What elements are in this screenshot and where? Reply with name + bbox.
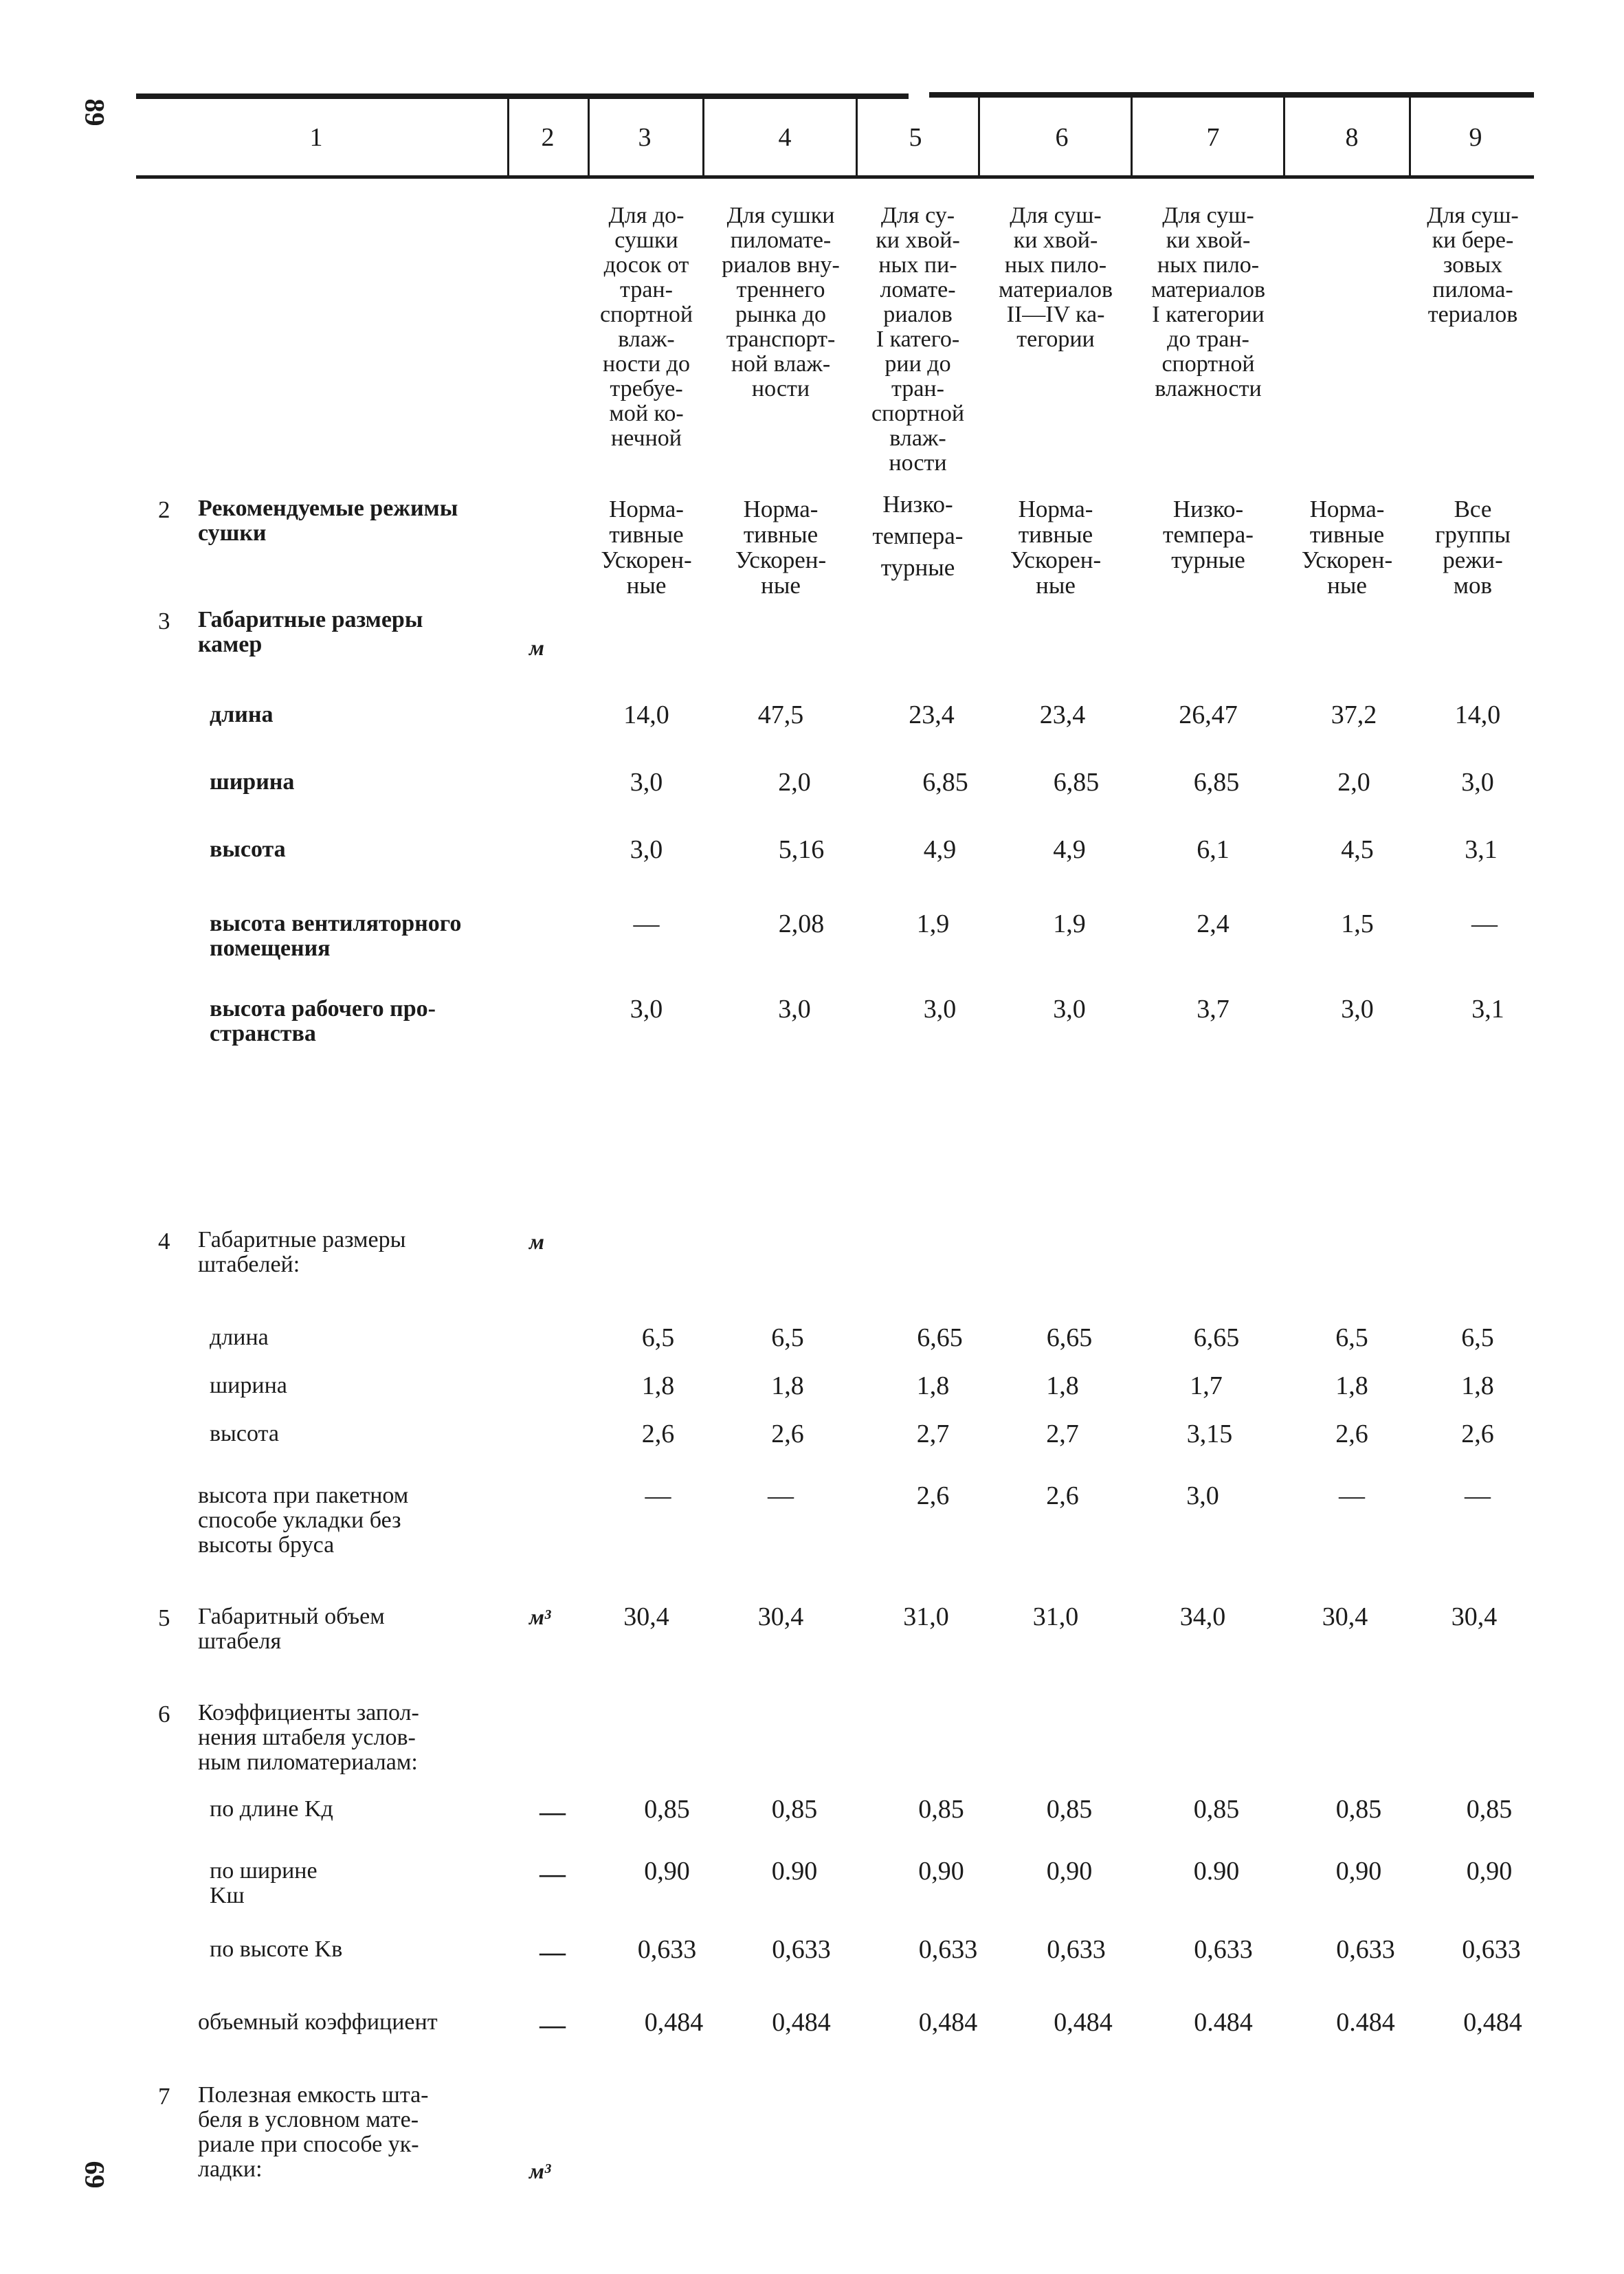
table-cell: 0,90 [1046,1857,1093,1886]
table-cell: 3,0 [630,995,663,1024]
table-cell: 0,85 [1466,1795,1513,1824]
table-cell: 6,65 [917,1323,963,1352]
row-label: высота [210,837,286,862]
header-col-9: 9 [1469,123,1482,152]
table-cell: 6,65 [1046,1323,1093,1352]
table-cell: 2,6 [1046,1481,1079,1510]
row-label: длина [210,1325,269,1350]
table-cell: 0,484 [644,2008,704,2037]
table-cell: Норма- тивные Ускорен- ные [1010,496,1102,599]
table-cell: 6,5 [771,1323,804,1352]
table-cell: 0,90 [1335,1857,1382,1886]
table-cell: 0.90 [1193,1857,1240,1886]
table-cell: 1,8 [1046,1371,1079,1400]
table-cell: 2,4 [1197,909,1230,938]
table-cell: 0,85 [1335,1795,1382,1824]
table-cell: 0,85 [644,1795,690,1824]
purpose-col-9: Для суш- ки бере- зовых пилома- териалов [1427,203,1519,327]
table-cell: — [645,1481,671,1510]
table-cell: 2,6 [916,1481,950,1510]
table-cell: 4,9 [1053,835,1086,864]
header-divider [856,98,858,175]
table-cell: 6,85 [1053,768,1100,797]
table-cell: 0.90 [771,1857,818,1886]
row-label: высота рабочего про- странства [210,996,436,1046]
row-unit: — [540,1938,566,1967]
purpose-col-3: Для до- сушки досок от тран- спортной влаж- ности до требуе- мой ко- нечной [599,203,693,451]
table-cell: Низко- темпера- турные [872,491,964,581]
table-cell: 5,16 [778,835,825,864]
row-label: по длине Kд [210,1796,333,1822]
purpose-col-5: Для су- ки хвой- ных пи- ломате- риалов I катего- рии до тран- спортной влаж- ности [871,203,965,476]
table-cell: 3,1 [1465,835,1498,864]
table-cell: 30,4 [757,1602,804,1631]
row-unit: м³ [529,2159,551,2183]
row-unit: — [540,1798,566,1826]
table-cell: 3,0 [1461,768,1494,797]
table-cell: 2,7 [916,1420,950,1448]
row-number: 5 [158,1604,170,1631]
table-cell: 14,0 [1454,700,1501,729]
page-number-top: 89 [79,98,111,126]
table-cell: 4,5 [1341,835,1374,864]
table-cell: 23,4 [1039,700,1086,729]
row-label: Коэффициенты запол- нения штабеля услов- ным пиломатериалам: [198,1700,419,1775]
table-cell: 0,633 [918,1935,978,1964]
table-cell: 1,9 [1053,909,1086,938]
row-number: 2 [158,496,170,523]
table-cell: 31,0 [1032,1602,1079,1631]
table-cell: 2,7 [1046,1420,1079,1448]
table-cell: — [768,1481,794,1510]
table-cell: 0,484 [1054,2008,1113,2037]
table-cell: 0.484 [1336,2008,1395,2037]
table-cell: 0,633 [637,1935,697,1964]
table-cell: 3,0 [778,995,811,1024]
table-cell: 2,0 [1337,768,1370,797]
row-label: объемный коэффициент [198,2009,438,2035]
table-cell: 2,08 [778,909,825,938]
table-cell: 3,0 [630,768,663,797]
purpose-col-7: Для суш- ки хвой- ных пило- материалов I категории до тран- спортной влажности [1150,203,1266,401]
header-top-rule-right [929,92,1534,98]
row-label: Габаритные размеры штабелей: [198,1227,406,1277]
table-cell: 2,0 [778,768,811,797]
table-cell: 37,2 [1331,700,1377,729]
row-label: ширина [210,769,295,795]
header-col-6: 6 [1055,123,1069,152]
table-cell: 3,7 [1197,995,1230,1024]
table-cell: 0,484 [1463,2008,1522,2037]
header-divider [702,98,704,175]
row-label: по ширине Kш [210,1858,318,1908]
table-cell: 0,85 [1193,1795,1240,1824]
header-divider [978,98,980,175]
row-label: высота при пакетном способе укладки без высоты бруса [198,1483,409,1558]
table-cell: 6,5 [1461,1323,1494,1352]
row-label: Рекомендуемые режимы сушки [198,496,458,546]
table-cell: 0,90 [918,1857,964,1886]
table-cell: 1,5 [1341,909,1374,938]
table-cell: 26,47 [1179,700,1238,729]
table-cell: 0,90 [644,1857,690,1886]
header-divider [588,98,590,175]
table-cell: — [1465,1481,1491,1510]
table-cell: Норма- тивные Ускорен- ные [1301,496,1393,599]
table-cell: 0,484 [918,2008,978,2037]
table-cell: 3,0 [923,995,957,1024]
table-cell: 6,85 [1193,768,1240,797]
table-cell: 23,4 [909,700,955,729]
table-cell: 1,8 [1461,1371,1494,1400]
row-label: Габаритный объем штабеля [198,1604,385,1654]
row-label: Габаритные размеры камер [198,607,423,657]
table-cell: 0,484 [772,2008,831,2037]
table-cell: 0,90 [1466,1857,1513,1886]
table-cell: 1,8 [1335,1371,1368,1400]
header-divider [1409,98,1411,175]
row-unit: м [529,635,544,660]
table-cell: 6,1 [1197,835,1230,864]
row-label: высота вентиляторного помещения [210,911,462,961]
table-cell: 0,85 [1046,1795,1093,1824]
table-cell: 1,8 [916,1371,950,1400]
table-cell: 1,7 [1190,1371,1223,1400]
row-number: 7 [158,2083,170,2110]
table-cell: 2,6 [1461,1420,1494,1448]
row-number: 6 [158,1701,170,1727]
table-cell: — [1339,1481,1365,1510]
header-col-7: 7 [1206,123,1220,152]
header-col-4: 4 [778,123,792,152]
header-col-3: 3 [638,123,652,152]
table-cell: 2,6 [641,1420,675,1448]
table-cell: 3,1 [1471,995,1504,1024]
table-cell: 2,6 [771,1420,804,1448]
row-unit: — [540,2011,566,2040]
row-label: Полезная емкость шта- беля в условном мате- риале при способе ук- ладки: [198,2082,429,2182]
table-cell: 0.484 [1194,2008,1253,2037]
purpose-col-4: Для сушки пиломате- риалов вну- треннего рынка до транспорт- ной влаж- ности [722,203,840,401]
header-divider [1283,98,1285,175]
row-unit: — [540,1859,566,1888]
table-cell: 1,9 [916,909,950,938]
table-cell: 3,0 [630,835,663,864]
purpose-col-6: Для суш- ки хвой- ных пило- материалов II—IV ка- тегории [998,203,1113,352]
table-cell: 1,8 [641,1371,675,1400]
table-cell: 6,5 [641,1323,675,1352]
table-cell: 30,4 [1451,1602,1498,1631]
table-cell: 34,0 [1179,1602,1226,1631]
table-cell: 3,0 [1341,995,1374,1024]
row-number: 3 [158,608,170,634]
table-cell: 14,0 [623,700,669,729]
table-cell: — [633,909,660,938]
row-label: длина [210,702,274,727]
header-bottom-rule [136,175,1534,179]
table-cell: 4,9 [923,835,957,864]
table-cell: Норма- тивные Ускорен- ные [735,496,827,599]
header-col-5: 5 [909,123,922,152]
table-cell: 0,85 [918,1795,964,1824]
table-cell: 0,633 [1194,1935,1253,1964]
table-cell: 3,0 [1186,1481,1219,1510]
header-col-8: 8 [1345,123,1359,152]
header-col-1: 1 [309,123,323,152]
table-cell: 1,8 [771,1371,804,1400]
table-cell: 6,65 [1193,1323,1240,1352]
table-cell: 0,633 [1336,1935,1395,1964]
table-cell: 30,4 [623,1602,669,1631]
page-number-bottom: 69 [79,2161,111,2189]
header-divider [507,98,509,175]
table-cell: 6,85 [922,768,968,797]
table-cell: — [1471,909,1498,938]
table-cell: 3,0 [1053,995,1086,1024]
row-label: высота [210,1421,279,1446]
row-label: по высоте Kв [210,1936,343,1962]
table-cell: Норма- тивные Ускорен- ные [601,496,692,599]
header-col-2: 2 [541,123,555,152]
row-number: 4 [158,1228,170,1255]
table-cell: 0,633 [772,1935,831,1964]
table-cell: Низко- темпера- турные [1163,496,1254,573]
table-cell: 6,5 [1335,1323,1368,1352]
table-cell: Все группы режи- мов [1435,496,1511,599]
row-unit: м³ [529,1604,551,1629]
header-divider [1131,98,1133,175]
header-top-rule-left [136,93,909,99]
table-cell: 0,633 [1462,1935,1521,1964]
table-cell: 0,633 [1047,1935,1106,1964]
table-cell: 30,4 [1322,1602,1368,1631]
table-cell: 0,85 [771,1795,818,1824]
table-cell: 31,0 [903,1602,949,1631]
table-cell: 47,5 [757,700,804,729]
table-cell: 3,15 [1186,1420,1233,1448]
table-cell: 2,6 [1335,1420,1368,1448]
row-unit: м [529,1229,544,1254]
row-label: ширина [210,1373,287,1398]
